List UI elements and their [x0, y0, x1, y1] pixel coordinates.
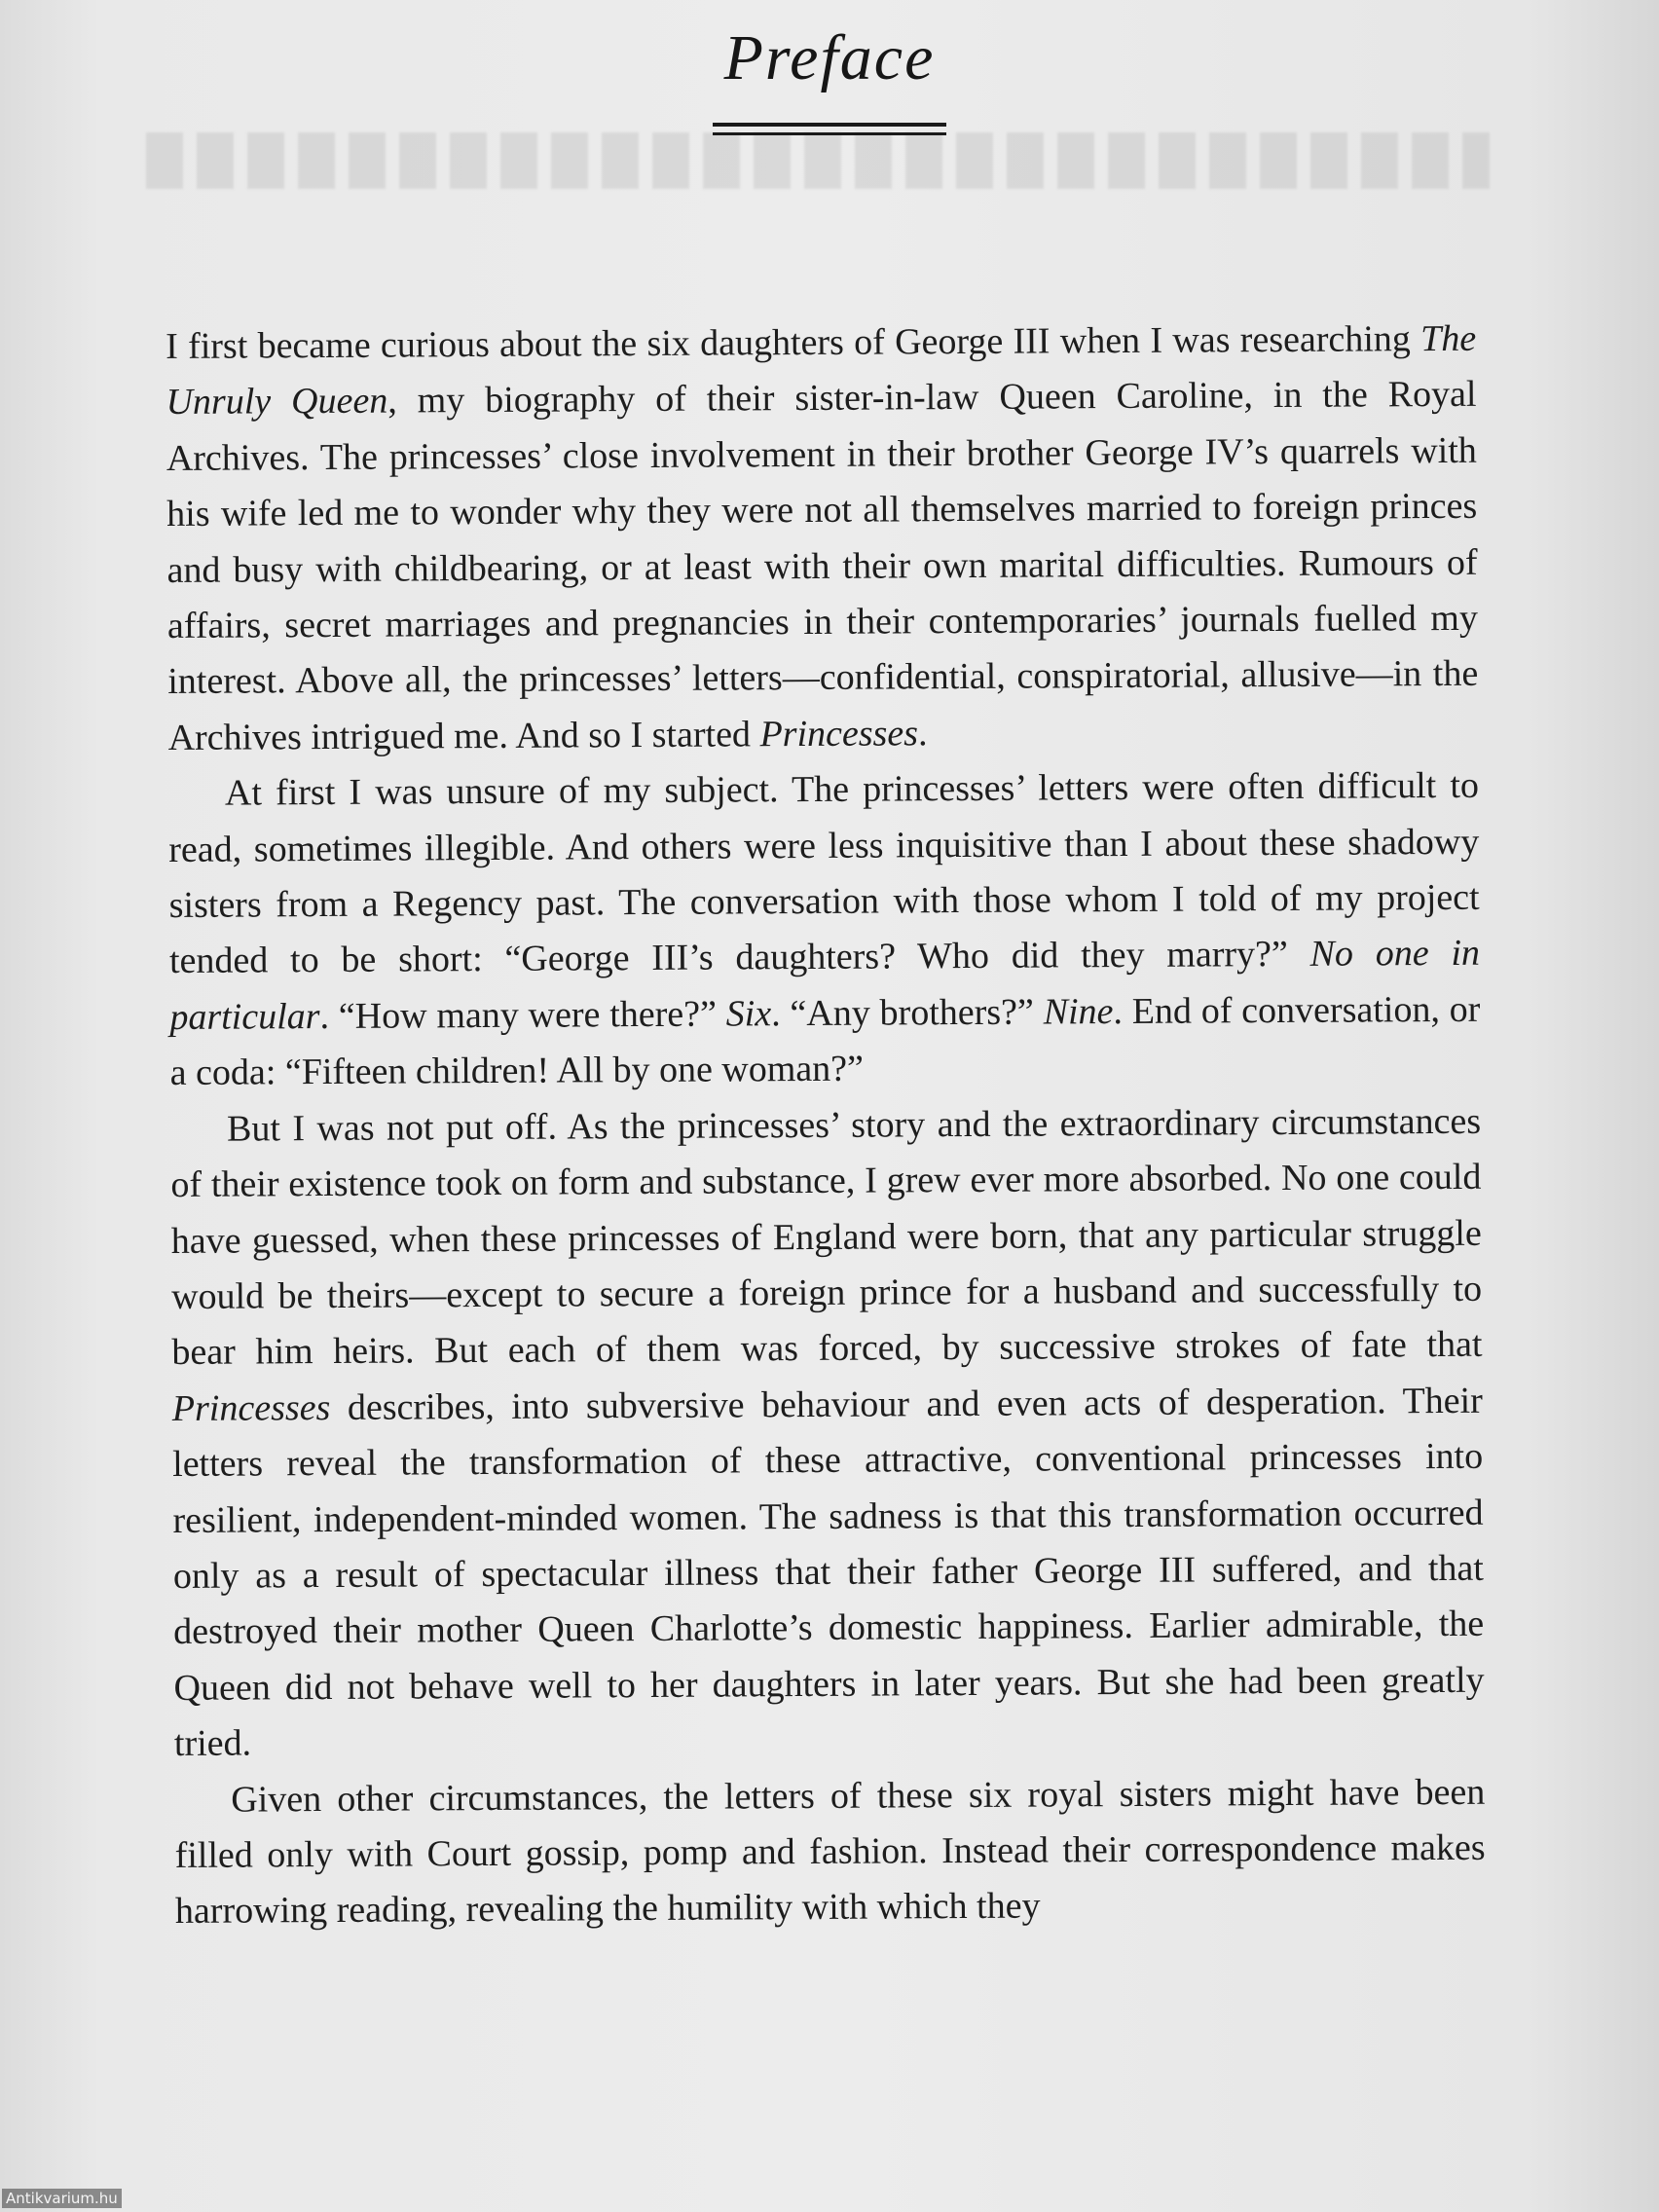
- text-run: But I was not put off. As the princesses’ story and the extraordinary circumstances of their existence took on form and substance, I grew ever more absorbed. No one could have guessed, when these princesses of England were born, that any particular struggle would be theirs—except to secure a foreign prince for a husband and successfully to bear him heirs. But each of them was forced, by successive strokes of fate that: [170, 1100, 1483, 1374]
- text-run: describes, into subversive behaviour and even acts of desperation. Their letters reveal the transformation of these attractive, conventional princesses into resilient, independent-minded women. The sadness is that this transformation occurred only as a result of spectacular illness that their father George III suffered, and that destroyed their mother Queen Charlotte’s domestic happiness. Earlier admirable, the Queen did not behave well to her daughters in later years. But she had been greatly tried.: [172, 1380, 1485, 1765]
- preface-body: [166, 312, 1486, 1940]
- watermark: Antikvarium.hu: [2, 2189, 122, 2208]
- text-run: I first became curious about the six daughters of George III when I was researching: [166, 318, 1421, 367]
- paragraph: [166, 312, 1479, 766]
- text-run: . “How many were there?”: [319, 993, 726, 1037]
- text-run: .: [917, 713, 928, 755]
- italic-run: No one in particular: [169, 933, 1481, 1038]
- italic-run: Nine: [1043, 990, 1114, 1033]
- title-rule-bottom: [713, 132, 946, 135]
- paragraph: [174, 1764, 1486, 1939]
- text-run: . End of conversation, or a coda: “Fifteen children! All by one woman?”: [169, 988, 1481, 1094]
- paragraph: [168, 758, 1481, 1102]
- italic-run: Princesses: [759, 713, 919, 756]
- title-rule-top: [713, 123, 946, 127]
- italic-run: Princesses: [171, 1386, 331, 1429]
- paragraph: [170, 1093, 1485, 1772]
- text-run: . “Any brothers?”: [771, 991, 1044, 1035]
- text-run: At first I was unsure of my subject. The princesses’ letters were often difficult to read, sometimes illegible. And others were less inquisitive than I about these shadowy sisters from a Regency past. The conversation with those whom I told of my project tended to be short: “George III’s daughters? Who did they marry?”: [168, 765, 1480, 982]
- page-title: Preface: [723, 22, 936, 93]
- text-run: , my biography of their sister-in-law Queen Caroline, in the Royal Archives. The princesses’ close involvement in their brother George IV’s quarrels with his wife led me to wonder why they were not all themselves married to foreign princes and busy with childbearing, or at least with their own marital difficulties. Rumours of affairs, secret marriages and pregnancies in their contemporaries’ journals fuelled my interest. Above all, the princesses’ letters—confidential, conspiratorial, allusive—in the Archives intrigued me. And so I started: [166, 374, 1479, 758]
- italic-run: The Unruly Queen: [166, 317, 1477, 424]
- italic-run: Six: [725, 993, 772, 1035]
- text-run: Given other circumstances, the letters of these six royal sisters might have been filled only with Court gossip, pomp and fashion. Instead their correspondence makes harrowing reading, revealing the humility with which they: [174, 1771, 1486, 1933]
